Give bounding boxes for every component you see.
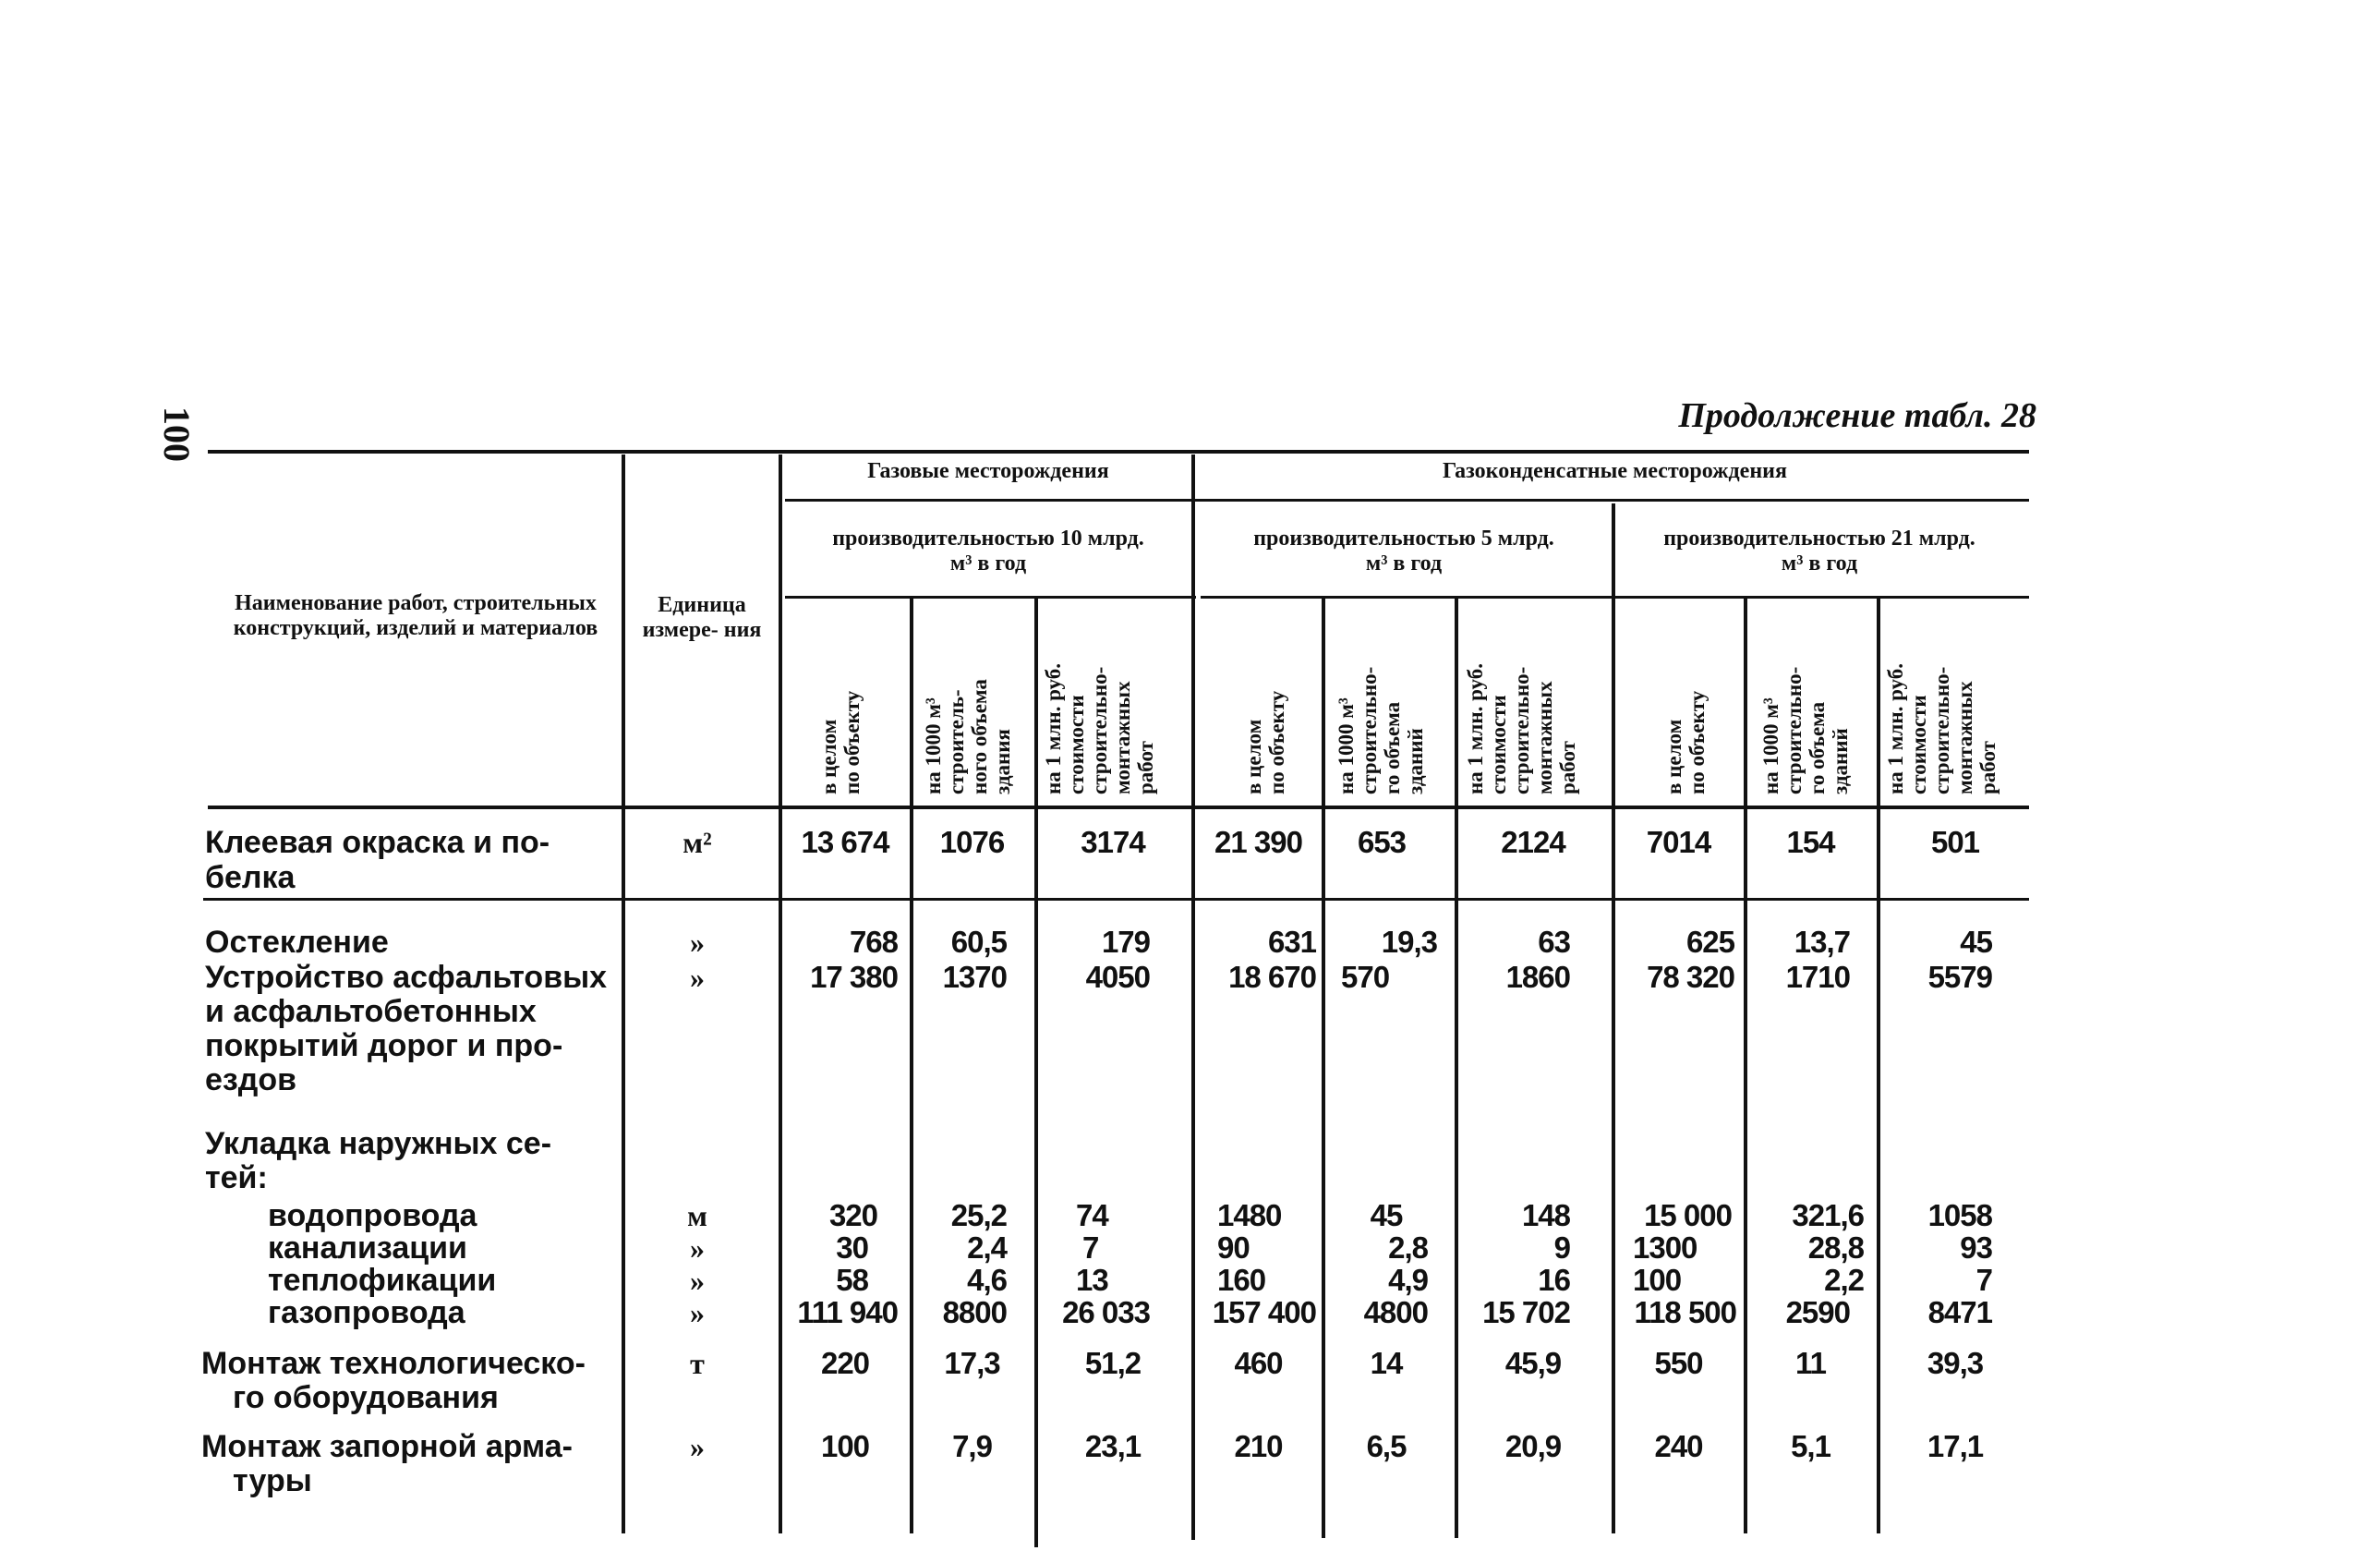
cell: 1480	[1217, 1198, 1282, 1232]
cell: 501	[1930, 825, 1980, 859]
header-sub-21: производительностью 21 млрд. м³ в год	[1663, 527, 1975, 576]
row-unit: »	[690, 961, 705, 994]
cell: 17 380	[810, 960, 898, 994]
cell: 1710	[1785, 960, 1850, 994]
col-rule-4	[1034, 596, 1038, 1547]
col-rule-1	[622, 454, 625, 1533]
cell: 4,9	[1388, 1263, 1428, 1297]
cell: 74	[1076, 1198, 1108, 1232]
cell: 7	[1975, 1263, 1992, 1297]
rule-under-group	[785, 499, 2029, 502]
cell: 23,1	[1084, 1429, 1142, 1463]
cell: 45	[1370, 1198, 1403, 1232]
row-name: Монтаж запорной арма-	[201, 1429, 573, 1464]
header-sub-5: производительностью 5 млрд. м³ в год	[1253, 527, 1554, 576]
cell: 111 940	[797, 1295, 898, 1329]
header-col-total-10: в целом по объекту	[817, 690, 864, 794]
cell: 179	[1101, 925, 1150, 959]
header-col-permln-10: на 1 млн. руб. стоимости строительно- монтажных работ	[1042, 662, 1157, 794]
cell: 2124	[1501, 825, 1565, 859]
row-unit: м	[687, 1199, 707, 1232]
header-name: Наименование работ, строительных конструкций, изделий и материалов	[233, 591, 598, 640]
header-group-gas: Газовые месторождения	[867, 459, 1109, 483]
header-group-gascond: Газоконденсатные месторождения	[1443, 459, 1787, 483]
header-col-total-21: в целом по объекту	[1662, 690, 1709, 794]
row-name: газопровода	[268, 1295, 465, 1330]
cell: 16	[1538, 1263, 1570, 1297]
cell: 154	[1786, 825, 1835, 859]
page-number: 100	[156, 406, 198, 462]
rule-header-bottom	[208, 806, 2029, 809]
cell: 19,3	[1381, 925, 1437, 959]
cell: 7,9	[952, 1429, 992, 1463]
col-rule-3	[910, 596, 913, 1533]
cell: 5579	[1927, 960, 1992, 994]
cell: 100	[1633, 1263, 1682, 1297]
row-name: Остекление	[205, 925, 389, 960]
cell: 39,3	[1927, 1346, 1984, 1380]
cell: 30	[836, 1230, 868, 1265]
header-col-per1000-5: на 1000 м³ строительно- го объема зданий	[1335, 666, 1427, 794]
cell: 160	[1217, 1263, 1266, 1297]
cell: 320	[828, 1198, 877, 1232]
row-unit: »	[690, 1264, 705, 1297]
header-col-per1000-21: на 1000 м³ строительно- го объема зданий	[1759, 666, 1852, 794]
cell: 4800	[1363, 1295, 1428, 1329]
col-rule-8	[1612, 503, 1615, 1533]
cell: 17,1	[1927, 1429, 1984, 1463]
cell: 460	[1234, 1346, 1283, 1380]
cell: 653	[1357, 825, 1407, 859]
cell: 157 400	[1212, 1295, 1316, 1329]
cell: 2590	[1785, 1295, 1850, 1329]
row-name: Монтаж технологическо-	[201, 1346, 586, 1381]
header-col-permln-5: на 1 млн. руб. стоимости строительно- монтажных работ	[1464, 662, 1579, 794]
col-rule-2	[779, 454, 782, 1533]
cell: 93	[1960, 1230, 1992, 1265]
cell: 28,8	[1807, 1230, 1864, 1265]
cell: 5,1	[1791, 1429, 1830, 1463]
row-name-cont: и асфальтобетонных	[205, 994, 537, 1029]
cell: 625	[1685, 925, 1734, 959]
row-name: Укладка наружных се-	[205, 1126, 552, 1161]
cell: 100	[820, 1429, 870, 1463]
row-name: Устройство асфальтовых	[205, 960, 608, 995]
row-unit: т	[690, 1347, 705, 1380]
cell: 3174	[1081, 825, 1145, 859]
cell: 4,6	[967, 1263, 1007, 1297]
row-name: Клеевая окраска и по-	[205, 825, 550, 860]
row-name-cont: ездов	[205, 1062, 297, 1097]
header-col-per1000-10: на 1000 м³ строитель- ного объема здания	[922, 679, 1014, 794]
row-name: канализации	[268, 1230, 467, 1266]
cell: 1076	[939, 825, 1005, 859]
row-name-cont: туры	[233, 1463, 312, 1498]
cell: 14	[1370, 1346, 1403, 1380]
cell: 2,2	[1824, 1263, 1864, 1297]
cell: 631	[1267, 925, 1316, 959]
cell: 7	[1082, 1230, 1099, 1265]
col-rule-6	[1322, 596, 1325, 1538]
header-col-total-5: в целом по объекту	[1242, 690, 1288, 794]
row-unit: м²	[683, 826, 712, 859]
cell: 8800	[942, 1295, 1007, 1329]
rule-under-sub-gas	[785, 596, 1196, 599]
row-name-cont: покрытий дорог и про-	[205, 1028, 563, 1063]
cell: 26 033	[1062, 1295, 1150, 1329]
col-rule-7	[1455, 596, 1458, 1538]
cell: 1300	[1633, 1230, 1697, 1265]
rule-top	[208, 450, 2029, 454]
header-sub-10: производительностью 10 млрд. м³ в год	[832, 527, 1144, 576]
cell: 118 500	[1634, 1295, 1736, 1329]
cell: 1860	[1505, 960, 1570, 994]
cell: 18 670	[1228, 960, 1316, 994]
row-unit: »	[690, 1430, 705, 1463]
row-name-cont: белка	[205, 860, 296, 895]
cell: 550	[1654, 1346, 1703, 1380]
col-rule-5	[1191, 454, 1195, 1540]
cell: 1370	[942, 960, 1007, 994]
cell: 15 702	[1482, 1295, 1570, 1329]
cell: 45	[1960, 925, 1992, 959]
cell: 220	[820, 1346, 870, 1380]
row-unit: »	[690, 926, 705, 959]
row-unit: »	[690, 1231, 705, 1265]
cell: 17,3	[944, 1346, 1000, 1380]
cell: 90	[1217, 1230, 1250, 1265]
col-rule-10	[1877, 596, 1880, 1533]
cell: 210	[1234, 1429, 1283, 1463]
cell: 2,4	[967, 1230, 1007, 1265]
cell: 45,9	[1504, 1346, 1562, 1380]
cell: 11	[1795, 1346, 1826, 1380]
cell: 63	[1538, 925, 1570, 959]
cell: 768	[849, 925, 898, 959]
cell: 15 000	[1644, 1198, 1732, 1232]
row-name: водопровода	[268, 1198, 477, 1233]
cell: 4050	[1085, 960, 1150, 994]
cell: 78 320	[1647, 960, 1734, 994]
cell: 51,2	[1084, 1346, 1142, 1380]
cell: 148	[1521, 1198, 1570, 1232]
rule-after-first-row	[203, 898, 2029, 901]
cell: 321,6	[1792, 1198, 1864, 1232]
cell: 2,8	[1388, 1230, 1428, 1265]
cell: 20,9	[1504, 1429, 1562, 1463]
cell: 1058	[1927, 1198, 1992, 1232]
cell: 60,5	[950, 925, 1007, 959]
cell: 21 390	[1214, 825, 1302, 859]
table-caption: Продолжение табл. 28	[1678, 396, 2036, 435]
col-rule-9	[1744, 596, 1747, 1533]
row-name: теплофикации	[268, 1263, 497, 1298]
cell: 8471	[1927, 1295, 1992, 1329]
cell: 240	[1654, 1429, 1703, 1463]
row-name-cont: тей:	[205, 1160, 268, 1195]
header-unit: Единица измере- ния	[642, 593, 762, 642]
cell: 58	[836, 1263, 868, 1297]
cell: 13 674	[801, 825, 889, 859]
cell: 570	[1341, 960, 1390, 994]
cell: 13	[1076, 1263, 1108, 1297]
row-name-cont: го оборудования	[233, 1380, 499, 1415]
cell: 25,2	[950, 1198, 1007, 1232]
row-unit: »	[690, 1296, 705, 1329]
cell: 6,5	[1366, 1429, 1407, 1463]
header-col-permln-21: на 1 млн. руб. стоимости строительно- монтажных работ	[1884, 662, 1999, 794]
cell: 7014	[1646, 825, 1711, 859]
cell: 9	[1553, 1230, 1570, 1265]
cell: 13,7	[1794, 925, 1850, 959]
